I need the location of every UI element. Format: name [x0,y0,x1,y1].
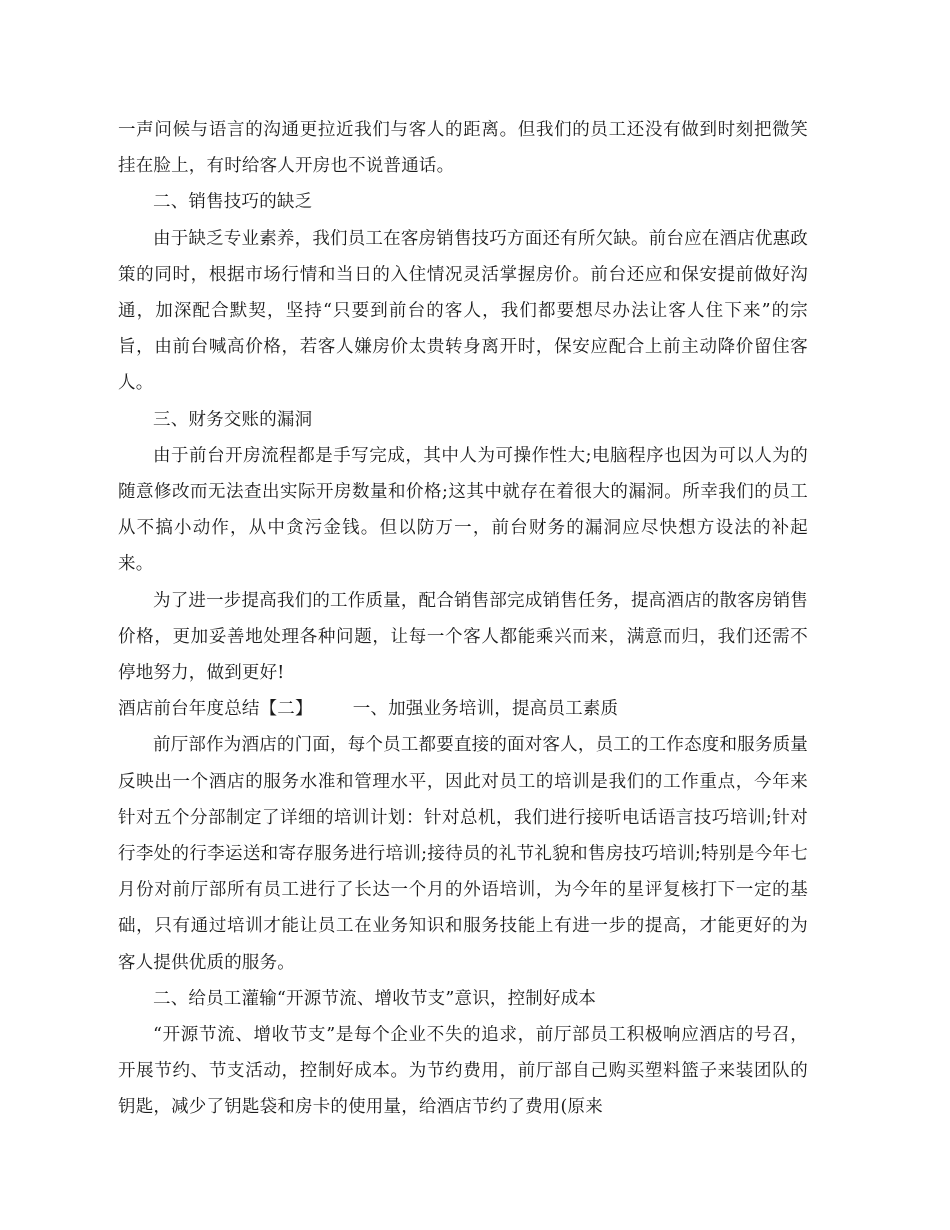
section-title-line [118,691,808,727]
paragraph-sales-skills: 由于缺乏专业素养，我们员工在客房销售技巧方面还有所欠缺。前台应在酒店优惠政策的同时，根据市场行情和当日的入住情况灵活掌握房价。前台还应和保安提前做好沟通，加深配合默契，坚持“只要到前台的客人，我们都要想尽办法让客人住下来”的宗旨，由前台喊高价格，若客人嫌房价太贵转身离开时，保安应配合上前主动降价留住客人。 [118,228,808,394]
paragraph-cost-control: “开源节流、增收节支”是每个企业不失的追求，前厅部员工积极响应酒店的号召，开展节约、节支活动，控制好成本。为节约费用，前厅部自己购买塑料篮子来装团队的钥匙，减少了钥匙袋和房卡的使用量，给酒店节约了费用(原来 [118,1025,808,1118]
heading-cost-control: 二、给员工灌输“开源节流、增收节支”意识，控制好成本 [153,988,597,1009]
heading-sales-skills: 二、销售技巧的缺乏 [153,192,313,213]
paragraph-training: 前厅部作为酒店的门面，每个员工都要直接的面对客人，员工的工作态度和服务质量反映出一个酒店的服务水准和管理水平，因此对员工的培训是我们的工作重点，今年来针对五个分部制定了详细的培训计划：针对总机，我们进行接听电话语言技巧培训;针对行李处的行李运送和寄存服务进行培训;接待员的礼节礼貌和售房技巧培训;特别是今年七月份对前厅部所有员工进行了长达一个月的外语培训，为今年的星评复核打下一定的基础，只有通过培训才能让员工在业务知识和服务技能上有进一步的提高，才能更好的为客人提供优质的服务。 [118,735,808,973]
paragraph-conclusion: 为了进一步提高我们的工作质量，配合销售部完成销售任务，提高酒店的散客房销售价格，更加妥善地处理各种问题，让每一个客人都能乘兴而来，满意而归，我们还需不停地努力，做到更好! [118,590,808,684]
document-page [118,112,808,1126]
section-title: 酒店前台年度总结【二】 [118,699,313,720]
heading-training: 一、加强业务培训，提高员工素质 [352,699,619,720]
paragraph-continued: 一声问候与语言的沟通更拉近我们与客人的距离。但我们的员工还没有做到时刻把微笑挂在脸上，有时给客人开房也不说普通话。 [118,120,808,177]
paragraph-finance-loophole: 由于前台开房流程都是手写完成，其中人为可操作性大;电脑程序也因为可以人为的随意修改而无法查出实际开房数量和价格;这其中就存在着很大的漏洞。所幸我们的员工从不搞小动作，从中贪污金钱。但以防万一，前台财务的漏洞应尽快想方设法的补起来。 [118,445,808,575]
heading-finance-loophole: 三、财务交账的漏洞 [153,409,313,430]
